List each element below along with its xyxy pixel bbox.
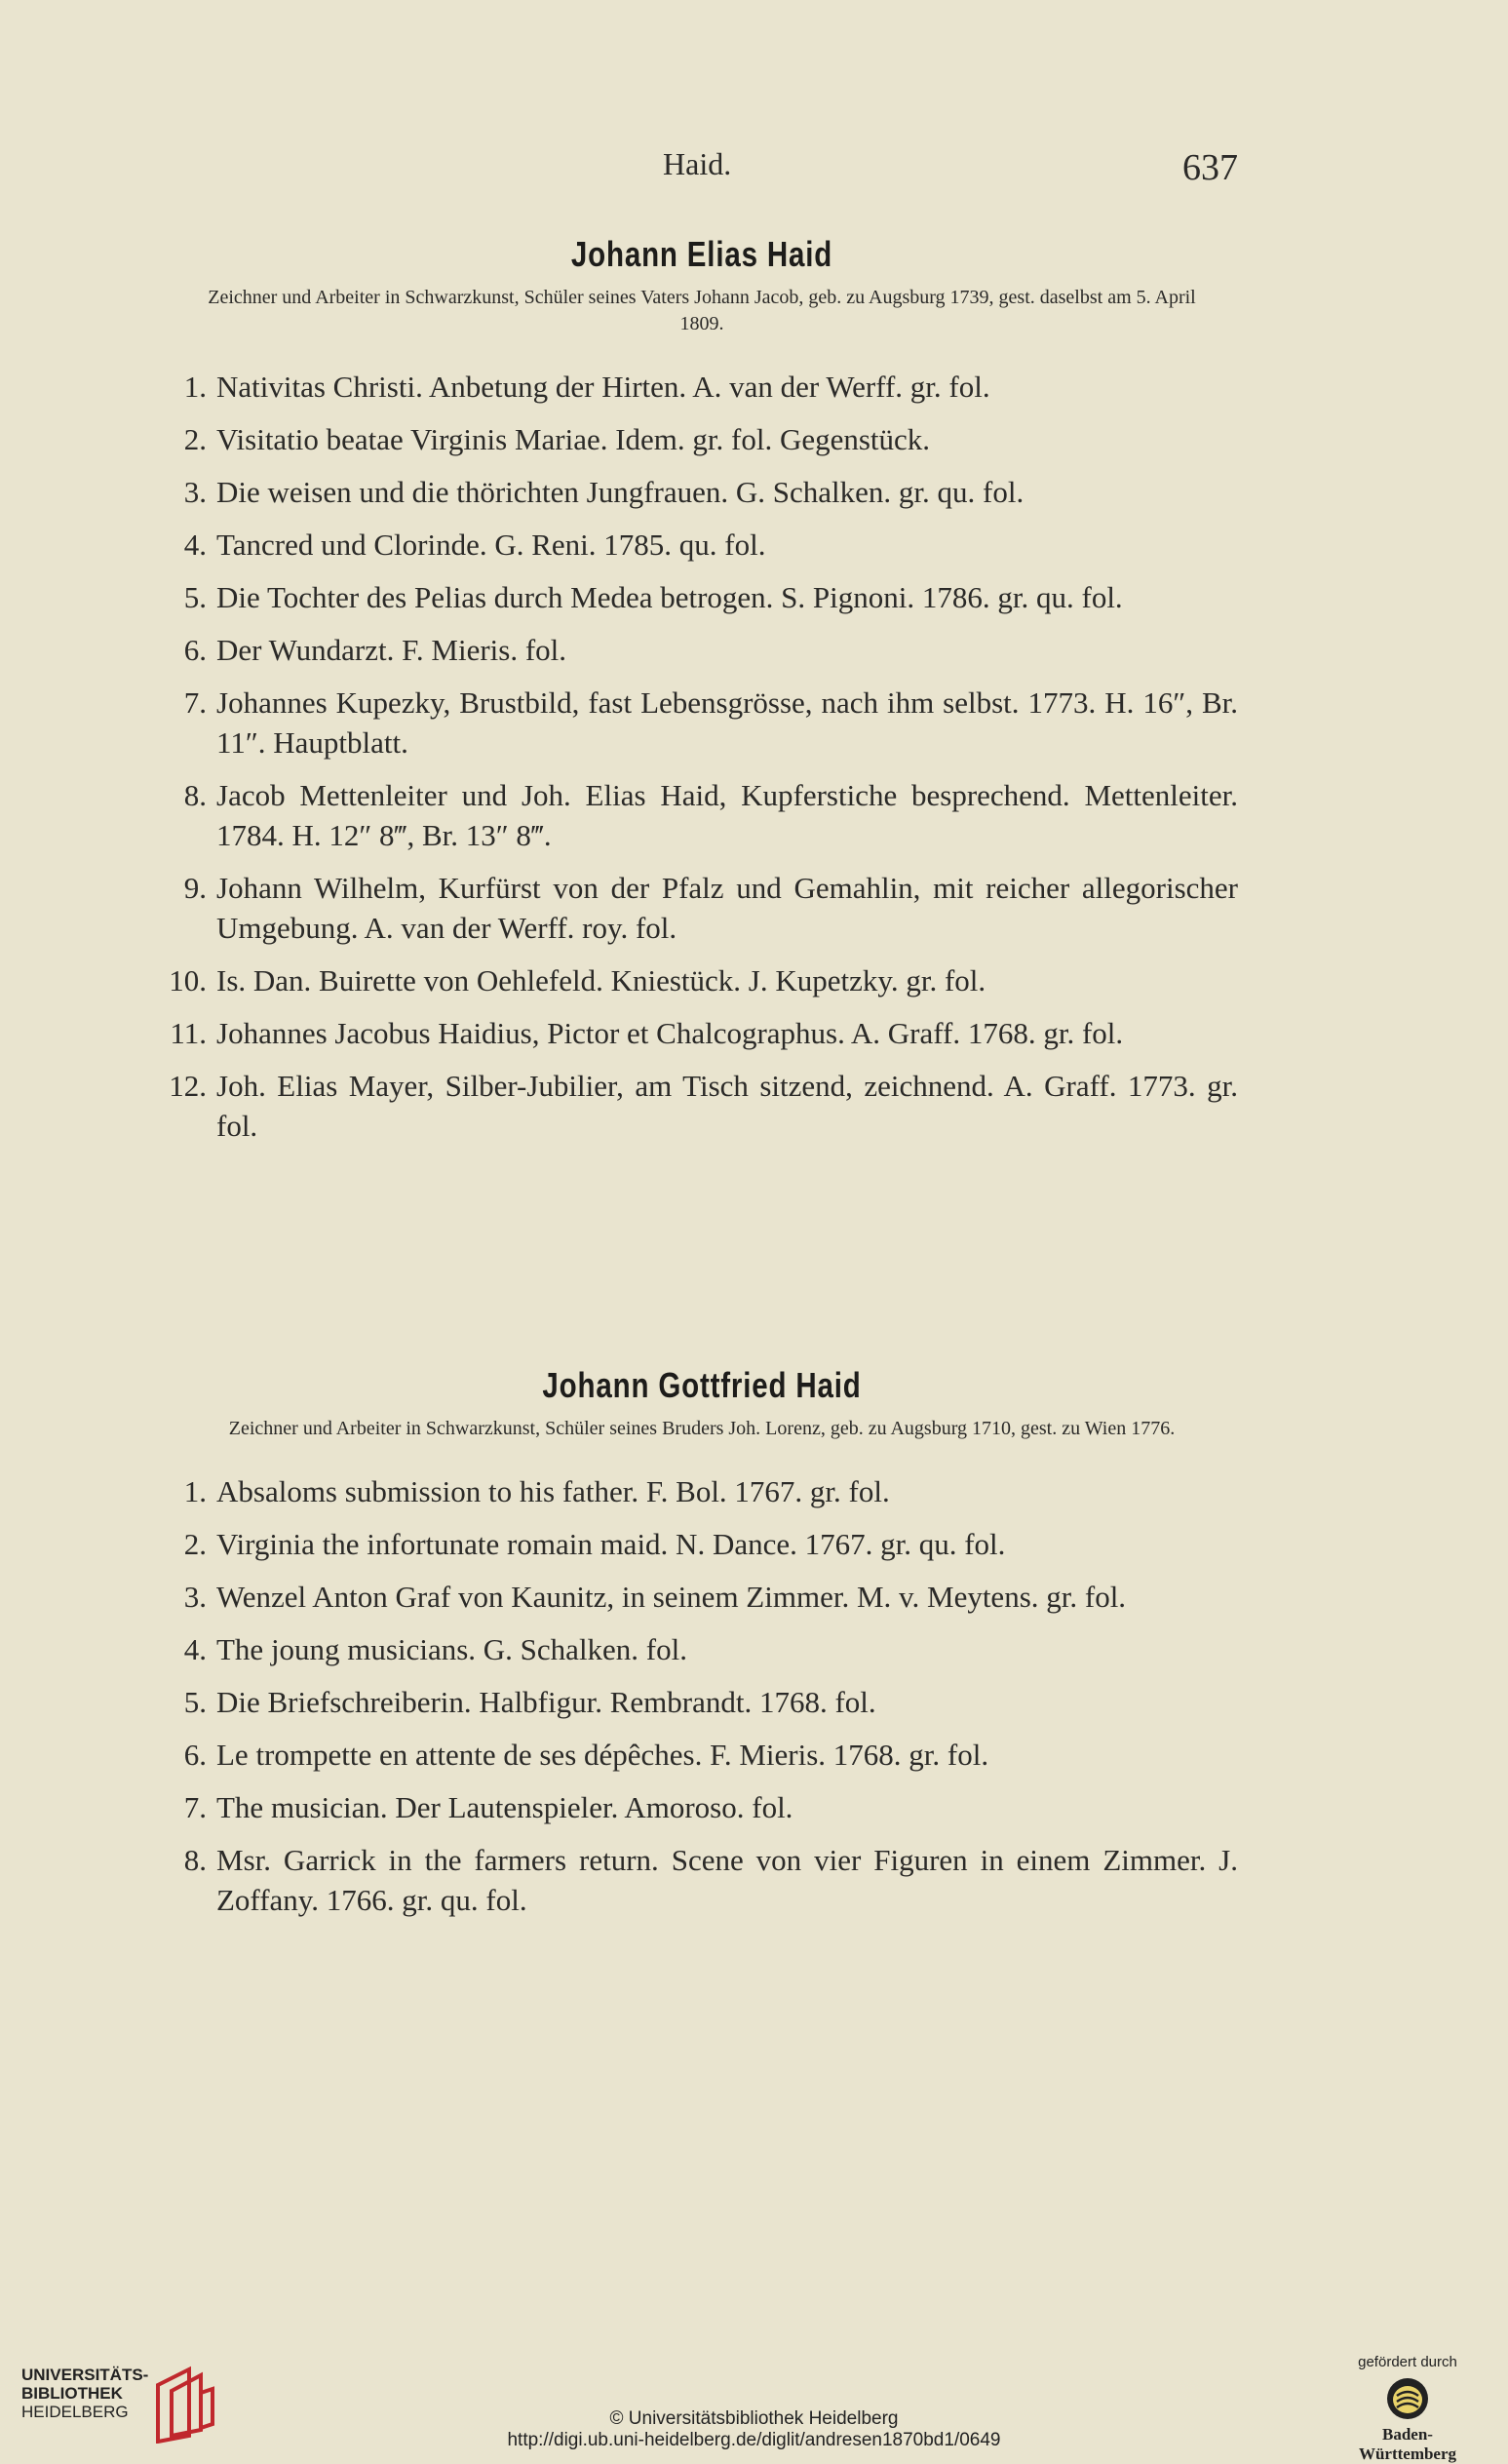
entry-text: Is. Dan. Buirette von Oehlefeld. Kniestück. J. Kupetzky. gr. fol. (216, 963, 986, 997)
running-head-title: Haid. (663, 146, 732, 181)
entry-text: The musician. Der Lautenspieler. Amoroso. fol. (216, 1790, 793, 1824)
entry-text: Joh. Elias Mayer, Silber-Jubilier, am Tisch sitzend, zeichnend. A. Graff. 1773. gr. fol. (216, 1069, 1238, 1143)
section-subtitle: Zeichner und Arbeiter in Schwarzkunst, Schüler seines Bruders Joh. Lorenz, geb. zu Augsburg 1710, gest. zu Wien 1776. (228, 1418, 1176, 1439)
entry-number: 2. (183, 422, 207, 456)
entry-text: Absaloms submission to his father. F. Bol. 1767. gr. fol. (216, 1474, 890, 1508)
list-item (166, 472, 1238, 512)
entry-number: 9. (183, 871, 207, 905)
section-subtitle: Zeichner und Arbeiter in Schwarzkunst, Schüler seines Vaters Johann Jacob, geb. zu Augsburg 1739, gest. daselbst am 5. April 1809. (208, 287, 1196, 334)
section-johann-gottfried-haid (166, 1365, 1238, 1933)
entry-number: 7. (183, 685, 207, 720)
list-item (166, 1629, 1238, 1669)
entry-text: The joung musicians. G. Schalken. fol. (216, 1632, 687, 1666)
entry-number: 5. (183, 1685, 207, 1719)
entry-text: Die Tochter des Pelias durch Medea betrogen. S. Pignoni. 1786. gr. qu. fol. (216, 580, 1123, 614)
entry-text: Der Wundarzt. F. Mieris. fol. (216, 633, 567, 667)
copyright-text: © Universitätsbibliothek Heidelberg (609, 2408, 899, 2429)
section-heading: Johann Gottfried Haid (542, 1365, 862, 1405)
entry-text: Wenzel Anton Graf von Kaunitz, in seinem Zimmer. M. v. Meytens. gr. fol. (216, 1580, 1127, 1614)
list-item (166, 1524, 1238, 1564)
list-item (166, 960, 1238, 1000)
running-head (166, 146, 1238, 195)
entry-number: 3. (183, 475, 207, 509)
entry-number: 5. (183, 580, 207, 614)
library-name-line3: HEIDELBERG (21, 2403, 129, 2421)
list-item (166, 367, 1238, 407)
entry-list (166, 367, 1238, 1146)
page-footer (0, 2340, 1508, 2463)
list-item (166, 577, 1238, 617)
list-item (166, 683, 1238, 763)
entry-number: 2. (183, 1527, 207, 1561)
entry-number: 6. (183, 1738, 207, 1772)
entry-text: Die Briefschreiberin. Halbfigur. Rembrandt. 1768. fol. (216, 1685, 876, 1719)
list-item (166, 1471, 1238, 1511)
entry-text: Virginia the infortunate romain maid. N. Dance. 1767. gr. qu. fol. (216, 1527, 1006, 1561)
page-number: 637 (1182, 147, 1238, 188)
list-item (166, 1787, 1238, 1827)
entry-text: Johannes Kupezky, Brustbild, fast Lebensgrösse, nach ihm selbst. 1773. H. 16″, Br. 11″. Hauptblatt. (216, 685, 1238, 760)
entry-number: 8. (183, 778, 207, 812)
section-johann-elias-haid (166, 234, 1238, 1158)
list-item (166, 775, 1238, 855)
list-item (166, 1735, 1238, 1775)
sponsor-name: Baden-Württemberg (1358, 2425, 1457, 2463)
entry-text: Die weisen und die thörichten Jungfrauen. G. Schalken. gr. qu. fol. (216, 475, 1025, 509)
entry-list (166, 1471, 1238, 1920)
state-crest-icon (1385, 2376, 1430, 2421)
section-heading: Johann Elias Haid (570, 234, 833, 274)
list-item (166, 630, 1238, 670)
library-name-line1: UNIVERSITÄTS- (21, 2366, 149, 2384)
sponsor-label: gefördert durch (1358, 2354, 1457, 2370)
entry-text: Johannes Jacobus Haidius, Pictor et Chalcographus. A. Graff. 1768. gr. fol. (216, 1016, 1124, 1050)
entry-number: 7. (183, 1790, 207, 1824)
list-item (166, 1840, 1238, 1920)
entry-number: 12. (169, 1069, 207, 1103)
library-name-line2: BIBLIOTHEK (21, 2384, 123, 2403)
entry-number: 10. (169, 963, 207, 997)
entry-text: Msr. Garrick in the farmers return. Scene von vier Figuren in einem Zimmer. J. Zoffany. 1766. gr. qu. fol. (216, 1843, 1238, 1917)
sponsor-block (1334, 2354, 1481, 2464)
entry-text: Nativitas Christi. Anbetung der Hirten. A. van der Werff. gr. fol. (216, 370, 990, 404)
entry-number: 6. (183, 633, 207, 667)
entry-text: Tancred und Clorinde. G. Reni. 1785. qu. fol. (216, 528, 766, 562)
list-item (166, 1682, 1238, 1722)
entry-number: 3. (183, 1580, 207, 1614)
entry-number: 4. (183, 1632, 207, 1666)
source-url-link[interactable]: http://digi.ub.uni-heidelberg.de/diglit/andresen1870bd1/0649 (507, 2430, 1001, 2450)
list-item (166, 419, 1238, 459)
footer-credits (0, 2408, 1508, 2451)
entry-number: 4. (183, 528, 207, 562)
list-item (166, 868, 1238, 948)
list-item (166, 1577, 1238, 1617)
entry-number: 1. (183, 1474, 207, 1508)
entry-text: Le trompette en attente de ses dépêches. F. Mieris. 1768. gr. fol. (216, 1738, 989, 1772)
entry-number: 11. (170, 1016, 207, 1050)
entry-number: 8. (183, 1843, 207, 1877)
entry-text: Jacob Mettenleiter und Joh. Elias Haid, Kupferstiche besprechend. Mettenleiter. 1784. H. 12″ 8‴, Br. 13″ 8‴. (216, 778, 1238, 852)
entry-text: Johann Wilhelm, Kurfürst von der Pfalz und Gemahlin, mit reicher allegorischer Umgebung. A. van der Werff. roy. fol. (216, 871, 1238, 945)
list-item (166, 525, 1238, 565)
entry-number: 1. (183, 370, 207, 404)
entry-text: Visitatio beatae Virginis Mariae. Idem. gr. fol. Gegenstück. (216, 422, 931, 456)
list-item (166, 1013, 1238, 1053)
list-item (166, 1066, 1238, 1146)
